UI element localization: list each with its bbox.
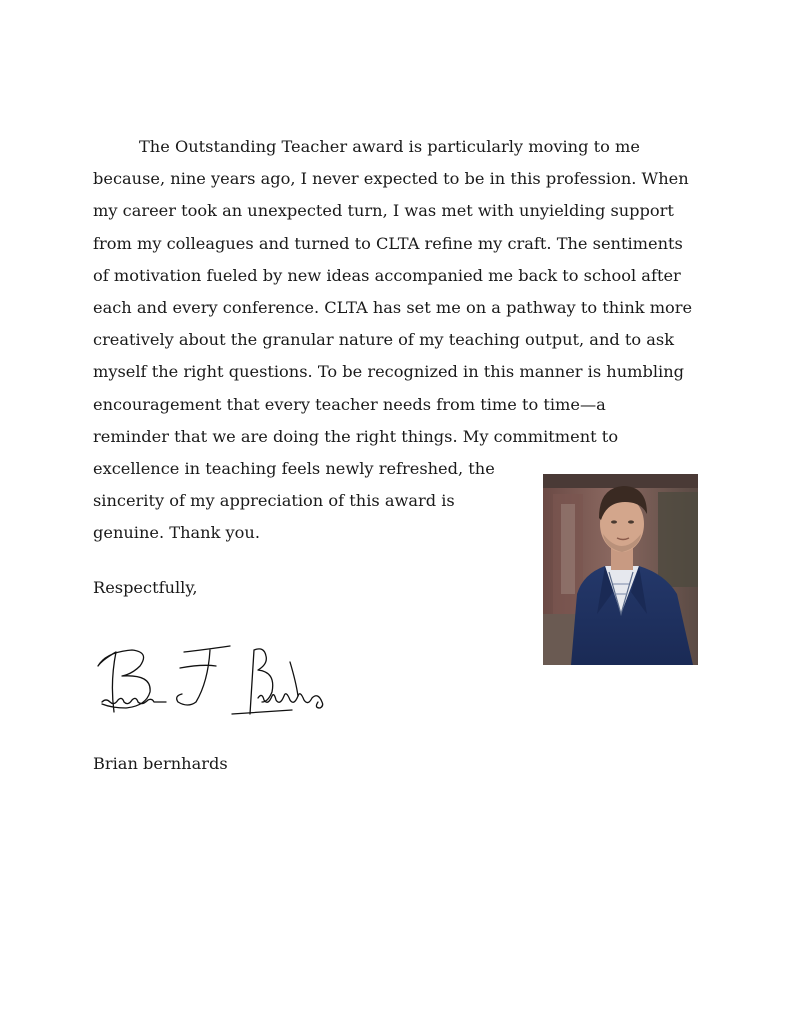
letter-line: sincerity of my appreciation of this award is bbox=[93, 491, 455, 511]
portrait-photo bbox=[543, 474, 698, 665]
letter-line: excellence in teaching feels newly refreshed, the bbox=[93, 459, 495, 479]
letter-line: The Outstanding Teacher award is particularly moving to me bbox=[139, 137, 640, 156]
letter-line: encouragement that every teacher needs from time to time—a bbox=[93, 394, 606, 414]
letter-line: genuine. Thank you. bbox=[93, 523, 260, 543]
letter-line: from my colleagues and turned to CLTA refine my craft. The sentiments bbox=[93, 233, 683, 253]
letter-line: reminder that we are doing the right things. My commitment to bbox=[93, 426, 619, 446]
letter-line: each and every conference. CLTA has set me on a pathway to think more bbox=[93, 298, 693, 318]
letter-line: because, nine years ago, I never expected to be in this profession. When bbox=[93, 169, 689, 189]
letter-line: of motivation fueled by new ideas accompanied me back to school after bbox=[93, 265, 681, 285]
portrait-photo-icon bbox=[543, 474, 698, 665]
closing-text: Respectfully, bbox=[93, 578, 198, 597]
letter-line: creatively about the granular nature of my teaching output, and to ask bbox=[93, 330, 675, 350]
letter-line: my career took an unexpected turn, I was met with unyielding support bbox=[93, 201, 674, 221]
letter-line: myself the right questions. To be recognized in this manner is humbling bbox=[93, 362, 685, 382]
handwritten-signature bbox=[92, 642, 332, 720]
signer-name: Brian bernhards bbox=[93, 754, 228, 773]
